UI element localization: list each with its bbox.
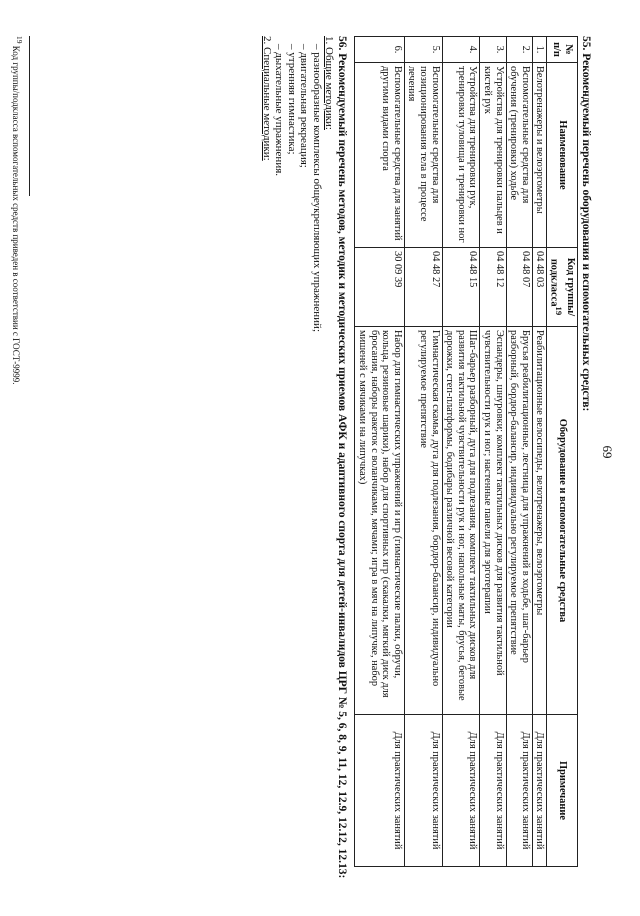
row-note: Для практических занятий: [532, 715, 547, 867]
row-equipment: Шаг-барьер разборный, дуга для подлезания, комплект тактильных дисков для развития тактильной чувствительности рук и ног, напольные маты, брусья, беговые дорожки, степ-платформы, бодибары различной весовой категории: [442, 327, 480, 715]
row-note: Для практических занятий: [404, 715, 442, 867]
row-name: Устройства для тренировки пальцев и кистей рук: [480, 63, 506, 248]
header-code-footnote-mark: 19: [554, 306, 565, 316]
table-header-row: [547, 37, 578, 867]
table-row: [480, 37, 506, 867]
row-equipment: Брусья реабилитационные, лестница для упражнений в ходьбе, шаг-барьер разборный, бордюр-балансир, индивидуально регулируемое препятствие: [506, 327, 532, 715]
table-row: [404, 37, 442, 867]
list-item: – двигательная рекреация;: [298, 44, 311, 916]
footnote: [10, 36, 25, 385]
row-note: Для практических занятий: [442, 715, 480, 867]
table-row: [506, 37, 532, 867]
row-code: 04 48 27: [404, 248, 442, 327]
row-code: 04 48 07: [506, 248, 532, 327]
row-num: 1.: [532, 37, 547, 63]
table-row: [355, 37, 404, 867]
list-item: – утренняя гимнастика;: [285, 44, 298, 916]
header-code-text: Код группы/ подкласса: [548, 257, 576, 317]
table-row: [532, 37, 547, 867]
footnote-marker: 19: [15, 36, 24, 44]
row-note: Для практических занятий: [480, 715, 506, 867]
row-note: Для практических занятий: [506, 715, 532, 867]
row-code: 04 48 12: [480, 248, 506, 327]
row-name: Вспомогательные средства для обучения (тренировки) ходьбе: [506, 63, 532, 248]
list-item: – разнообразные комплексы общеукрепляющих упражнений;: [310, 44, 323, 916]
row-equipment: Эспандеры, шнуровки; комплект тактильных дисков для развития тактильной чувствительности рук и ног; настенные панели для эрготерапии: [480, 327, 506, 715]
header-name: Наименование: [547, 63, 578, 248]
row-name: Вспомогательные средства для занятий другими видами спорта: [355, 63, 404, 248]
row-num: 3.: [480, 37, 506, 63]
general-methods-list: [273, 36, 323, 916]
header-code: [547, 248, 578, 327]
header-note: Примечание: [547, 715, 578, 867]
row-num: 6.: [355, 37, 404, 63]
special-methods-title: 2. Специальные методики:: [260, 36, 273, 161]
row-equipment: Гимнастическая скамья, дуга для подлезания, бордюр-балансир, индивидуально регулируемое препятствие: [404, 327, 442, 715]
footnote-divider: [29, 36, 30, 196]
row-note: Для практических занятий: [355, 715, 404, 867]
row-name: Вспомогательные средства для позиционирования тела в процессе лечения: [404, 63, 442, 248]
row-num: 4.: [442, 37, 480, 63]
general-methods-title: 1. Общие методики:: [323, 36, 336, 130]
list-item: – дыхательные упражнения.: [273, 44, 286, 916]
header-num: № п/п: [547, 37, 578, 63]
section-56-title: 56. Рекомендуемый перечень методов, методик и методических приемов АФК и адаптивного спорта для детей-инвалидов ЦРГ № 5, 6, 8, 9, 11, 12, 12.9, 12.12, 12.13:: [336, 36, 349, 879]
row-code: 04 48 03: [532, 248, 547, 327]
section-55-title: 55. Рекомендуемый перечень оборудования и вспомогательных средств:: [580, 36, 592, 412]
table-row: [442, 37, 480, 867]
document-body: [260, 36, 592, 916]
footnote-text: Код группы/подкласса вспомогательных средств приведен в соответствии с ГОСТ-9999.: [11, 43, 21, 385]
equipment-table: [354, 36, 578, 867]
row-code: 30 09 39: [355, 248, 404, 327]
row-code: 04 48 15: [442, 248, 480, 327]
row-equipment: Реабилитационные велосипеды, велотренажеры, велоэргометры: [532, 327, 547, 715]
row-equipment: Набор для гимнастических упражнений и игр (гимнастические палки, обручи, кольца, резиновые шарики), набор для спортивных игр (скакалки, мягкий диск для бросания, наборы ракеток с воланчиками, мячами; игра в мяч на липучке, набор мишеней с мячиками на липучках): [355, 327, 404, 715]
page-number: 69: [600, 445, 615, 459]
row-num: 2.: [506, 37, 532, 63]
row-name: Устройства для тренировки рук, тренировки туловища и тренировки ног: [442, 63, 480, 248]
header-equipment: Оборудование и вспомогательные средства: [547, 327, 578, 715]
row-num: 5.: [404, 37, 442, 63]
row-name: Велотренажеры и велоэргометры: [532, 63, 547, 248]
